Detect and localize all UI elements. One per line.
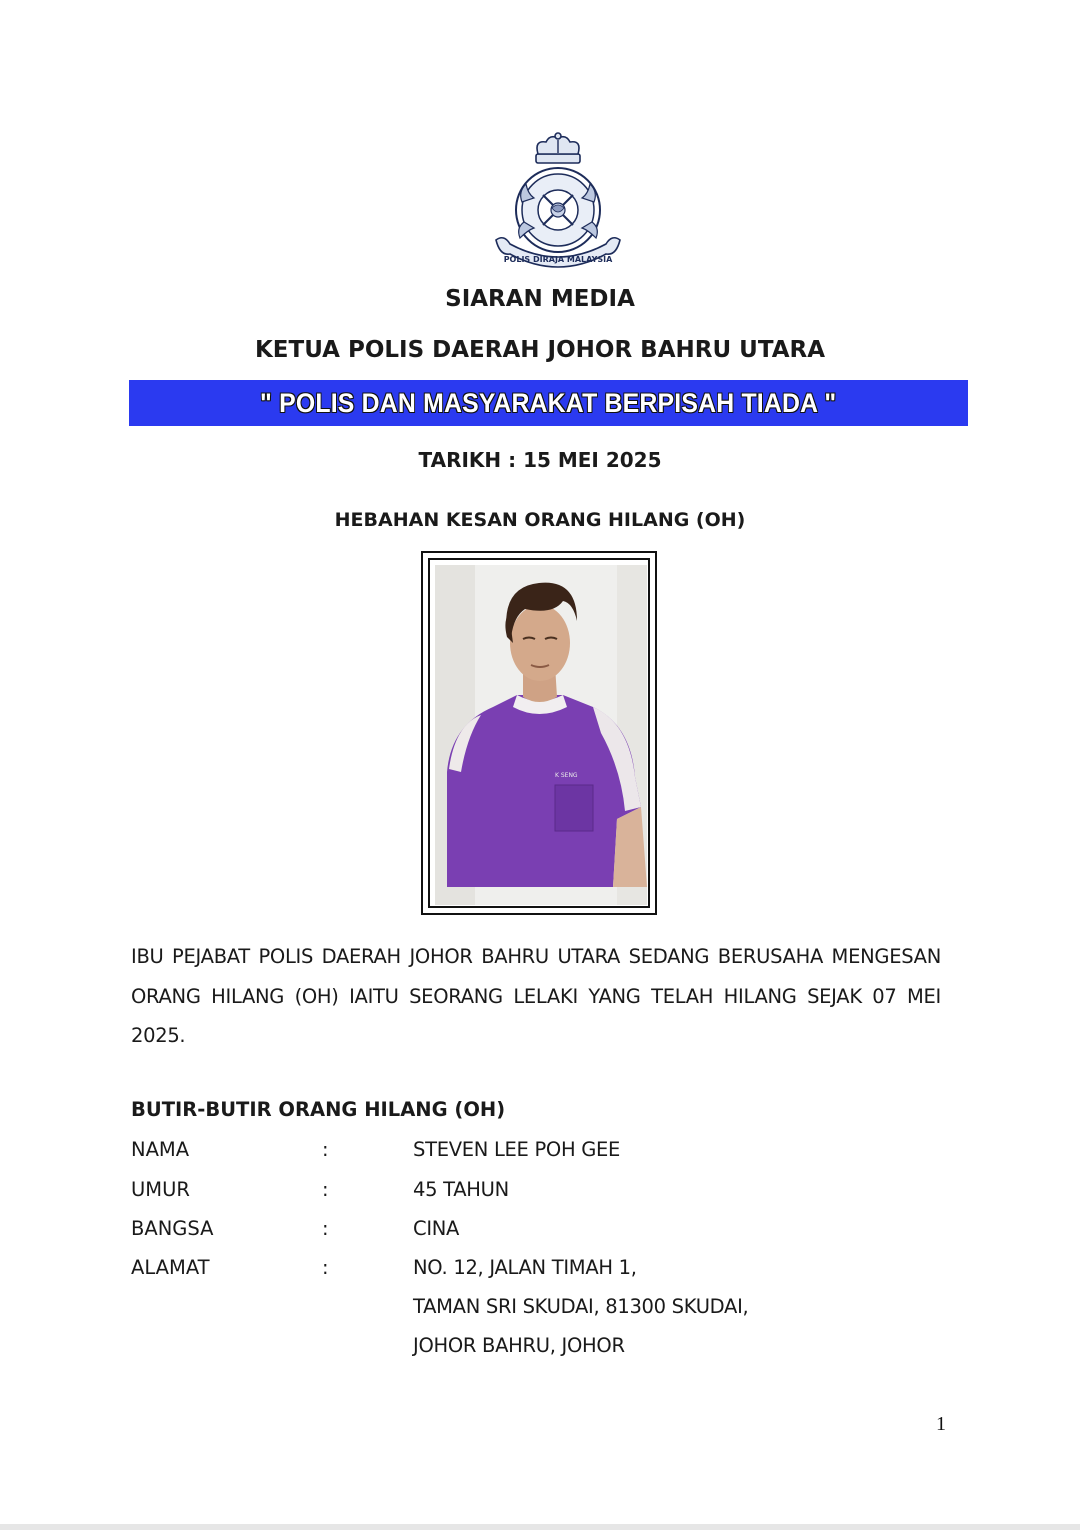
detail-separator: :: [322, 1217, 329, 1240]
detail-label: ALAMAT: [131, 1256, 210, 1279]
office-title: KETUA POLIS DAERAH JOHOR BAHRU UTARA: [254, 337, 826, 363]
motto-banner: [129, 380, 968, 426]
date-line: TARIKH : 15 MEI 2025: [418, 448, 662, 472]
detail-separator: :: [322, 1178, 329, 1201]
page-bottom-divider: [0, 1524, 1080, 1530]
detail-separator: :: [322, 1138, 329, 1161]
media-release-title: SIARAN MEDIA: [445, 286, 635, 312]
announcement-paragraph: IBU PEJABAT POLIS DAERAH JOHOR BAHRU UTARA SEDANG BERUSAHA MENGESAN ORANG HILANG (OH) IAITU SEORANG LELAKI YANG TELAH HILANG SEJAK 07 MEI 2025.: [131, 945, 941, 1047]
person-photo-image: [427, 557, 655, 913]
detail-value: 45 TAHUN: [413, 1178, 509, 1201]
police-crest-icon: [488, 132, 628, 282]
detail-value: CINA: [413, 1217, 460, 1240]
detail-separator: :: [322, 1256, 329, 1279]
page-number: 1: [936, 1413, 946, 1435]
detail-label: BANGSA: [131, 1217, 214, 1240]
shirt-print: K SENG: [555, 772, 578, 779]
svg-text:POLIS DIRAJA MALAYSIA: POLIS DIRAJA MALAYSIA: [503, 255, 613, 264]
detail-value: STEVEN LEE POH GEE: [413, 1138, 621, 1161]
detail-label: NAMA: [131, 1138, 190, 1161]
motto-text: " POLIS DAN MASYARAKAT BERPISAH TIADA ": [260, 387, 837, 418]
detail-label: UMUR: [131, 1178, 190, 1201]
detail-value: NO. 12, JALAN TIMAH 1,: [413, 1256, 637, 1279]
detail-value: TAMAN SRI SKUDAI, 81300 SKUDAI,: [413, 1295, 749, 1318]
missing-person-photo: [421, 551, 657, 915]
subject-heading: HEBAHAN KESAN ORANG HILANG (OH): [334, 509, 746, 531]
details-heading: BUTIR-BUTIR ORANG HILANG (OH): [131, 1098, 506, 1121]
detail-value: JOHOR BAHRU, JOHOR: [413, 1334, 625, 1357]
